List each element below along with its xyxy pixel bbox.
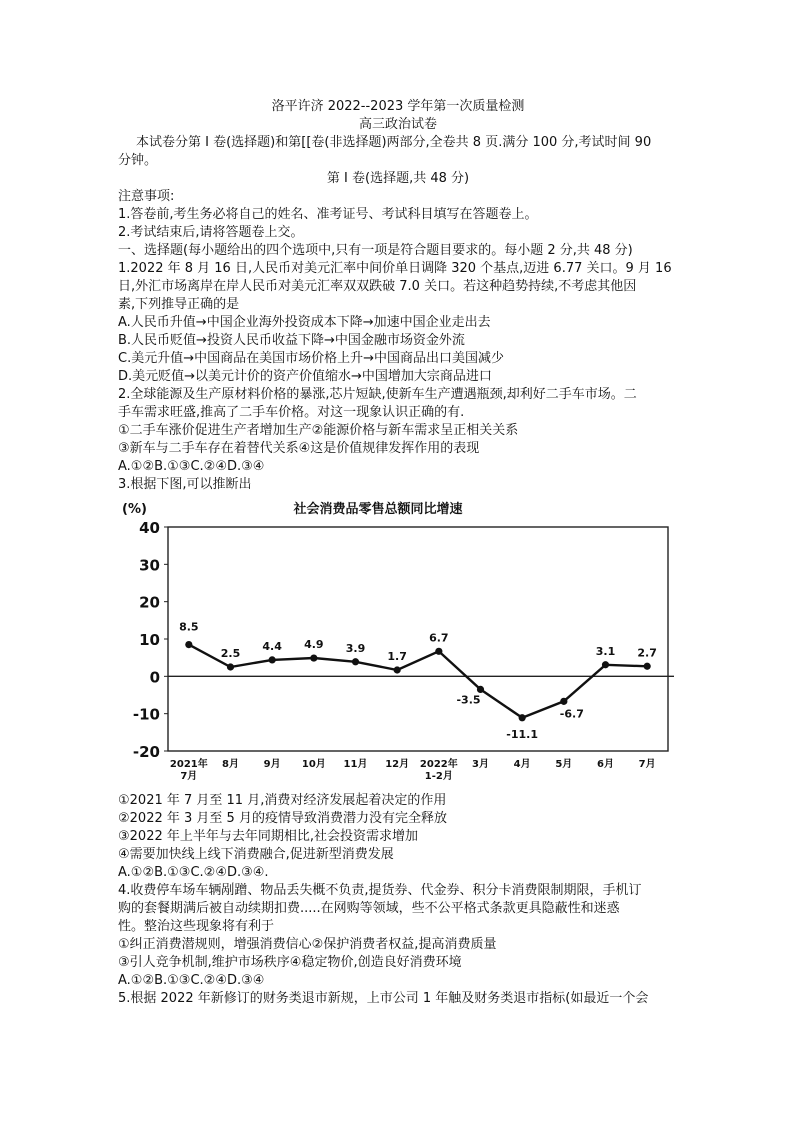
- q1-option-b: B.人民币贬值→投资人民币收益下降→中国金融市场资金外流: [118, 333, 465, 348]
- x-tick-label: 10月: [301, 759, 326, 770]
- chart-title: 社会消费品零售总额同比增速: [293, 502, 463, 517]
- y-tick-label: 10: [139, 631, 160, 649]
- data-label: 2.7: [637, 646, 657, 660]
- q3-item-3: ③2022 年上半年与去年同期相比,社会投资需求增加: [118, 829, 419, 844]
- data-point: [394, 666, 401, 673]
- section-heading: 第 I 卷(选择题,共 48 分): [326, 171, 470, 186]
- chart-plot-frame: [168, 527, 674, 751]
- notes-label: 注意事项:: [118, 189, 175, 204]
- data-point: [477, 686, 484, 693]
- x-tick-label: 9月: [263, 759, 281, 770]
- chart-data-labels: [179, 621, 657, 741]
- q2-stem-2: 手车需求旺盛,推高了二手车价格。对这一现象认识正确的有.: [118, 405, 465, 420]
- note-2: 2.考试结束后,请将答题卷上交。: [118, 225, 304, 240]
- data-label: 4.4: [262, 639, 282, 653]
- x-tick-label: 5月: [555, 759, 573, 770]
- y-tick-label: 20: [139, 593, 160, 612]
- data-point: [352, 658, 359, 665]
- x-tick-label: 7月: [638, 759, 656, 770]
- exam-intro-line-1: 本试卷分第 I 卷(选择题)和第[[卷(非选择题)两部分,全卷共 8 页.满分 100 分,考试时间 90: [136, 135, 652, 150]
- exam-subtitle: 高三政治试卷: [358, 117, 437, 132]
- q4-answers: A.①②B.①③C.②④D.③④: [118, 973, 265, 988]
- data-label: -3.5: [456, 693, 481, 707]
- q4-stem-3: 性。整治这些现象将有利于: [118, 919, 275, 934]
- exam-intro-line-2: 分钟。: [118, 153, 158, 168]
- data-label: 6.7: [429, 631, 449, 645]
- data-label: -6.7: [559, 707, 584, 721]
- q1-stem-3: 素,下列推导正确的是: [118, 297, 240, 312]
- q3-stem: 3.根据下图,可以推断出: [118, 477, 252, 492]
- exam-title: 洛平许济 2022--2023 学年第一次质量检测: [271, 99, 525, 114]
- y-tick-label: 30: [139, 556, 160, 575]
- q4-items-2: ③引人竞争机制,维护市场秩序④稳定物价,创造良好消费环境: [118, 955, 462, 970]
- q3-item-4: ④需要加快线上线下消费融合,促进新型消费发展: [118, 847, 394, 862]
- y-tick-label: -10: [132, 705, 160, 724]
- q1-option-a: A.人民币升值→中国企业海外投资成本下降→加速中国企业走出去: [118, 315, 491, 330]
- x-tick-label: 12月: [385, 759, 410, 770]
- data-point: [560, 698, 567, 705]
- x-tick-label: 2022年 1-2月: [419, 759, 458, 782]
- data-point: [519, 714, 526, 721]
- part-1-heading: 一、选择题(每小题给出的四个选项中,只有一项是符合题目要求的。每小题 2 分,共 48 分): [118, 243, 633, 258]
- x-tick-label: 11月: [343, 759, 368, 770]
- y-tick-label: 0: [149, 668, 160, 687]
- q4-items-1: ①纠正消费潜规则，增强消费信心②保护消费者权益,提高消费质量: [118, 937, 497, 952]
- data-label: -11.1: [506, 727, 539, 741]
- plot-border: [168, 527, 668, 751]
- data-label: 3.1: [595, 644, 616, 658]
- x-tick-label: 2021年 7月: [169, 759, 208, 782]
- data-label: 2.5: [220, 647, 241, 660]
- data-label: 3.9: [345, 641, 366, 655]
- x-tick-label: 8月: [222, 759, 239, 770]
- y-tick-label: 40: [139, 519, 160, 537]
- q3-item-2: ②2022 年 3 月至 5 月的疫情导致消费潜力没有完全释放: [118, 811, 447, 826]
- chart-y-ticks: [133, 519, 168, 761]
- data-point: [435, 648, 442, 655]
- x-tick-label: 6月: [597, 759, 614, 770]
- chart-y-axis-label: (%): [122, 502, 147, 517]
- data-point: [269, 656, 276, 663]
- retail-sales-growth-chart: [118, 495, 674, 787]
- q1-option-d: D.美元贬值→以美元计价的资产价值缩水→中国增加大宗商品进口: [118, 369, 492, 384]
- q1-option-c: C.美元升值→中国商品在美国市场价格上升→中国商品出口美国减少: [118, 351, 504, 366]
- data-label: 4.9: [304, 638, 324, 652]
- data-label: 1.7: [387, 649, 407, 663]
- data-point: [602, 661, 609, 668]
- q4-stem-1: 4.收费停车场车辆剐蹭、物品丢失概不负责,提货券、代金券、积分卡消费限制期限，手机订: [118, 883, 642, 898]
- x-tick-label: 3月: [472, 759, 489, 770]
- y-tick-label: -20: [132, 743, 160, 761]
- note-1: 1.答卷前,考生务必将自己的姓名、准考证号、考试科目填写在答题卷上。: [118, 207, 538, 222]
- data-point: [185, 641, 192, 648]
- chart-x-ticks: [170, 757, 656, 782]
- data-label: 8.5: [179, 620, 199, 634]
- q3-item-1: ①2021 年 7 月至 11 月,消费对经济发展起着决定的作用: [118, 793, 447, 808]
- q2-items-1: ①二手车涨价促进生产者增加生产②能源价格与新车需求呈正相关关系: [118, 423, 519, 438]
- x-tick-label: 4月: [513, 759, 531, 770]
- q1-stem-1: 1.2022 年 8 月 16 日,人民币对美元汇率中间价单日调降 320 个基点,迈进 6.77 关口。9 月 16: [118, 261, 672, 276]
- q2-items-2: ③新车与二手车存在着替代关系④这是价值规律发挥作用的表现: [118, 441, 480, 456]
- data-point: [644, 663, 651, 670]
- q1-stem-2: 日,外汇市场离岸在岸人民币对美元汇率双双跌破 7.0 关口。若这种趋势持续,不考虑其他因: [118, 279, 637, 294]
- q3-answers: A.①②B.①③C.②④D.③④.: [118, 865, 269, 880]
- q2-stem-1: 2.全球能源及生产原材料价格的暴涨,芯片短缺,使新车生产遭遇瓶颈,却利好二手车市场。二: [118, 387, 637, 402]
- data-point: [227, 663, 234, 670]
- q5-stem-1: 5.根据 2022 年新修订的财务类退市新规，上市公司 1 年触及财务类退市指标(如最近一个会: [118, 991, 649, 1006]
- q4-stem-2: 购的套餐期满后被自动续期扣费.....在网购等领域，些不公平格式条款更具隐蔽性和迷惑: [118, 901, 620, 916]
- data-point: [310, 654, 317, 661]
- q2-answers: A.①②B.①③C.②④D.③④: [118, 459, 265, 474]
